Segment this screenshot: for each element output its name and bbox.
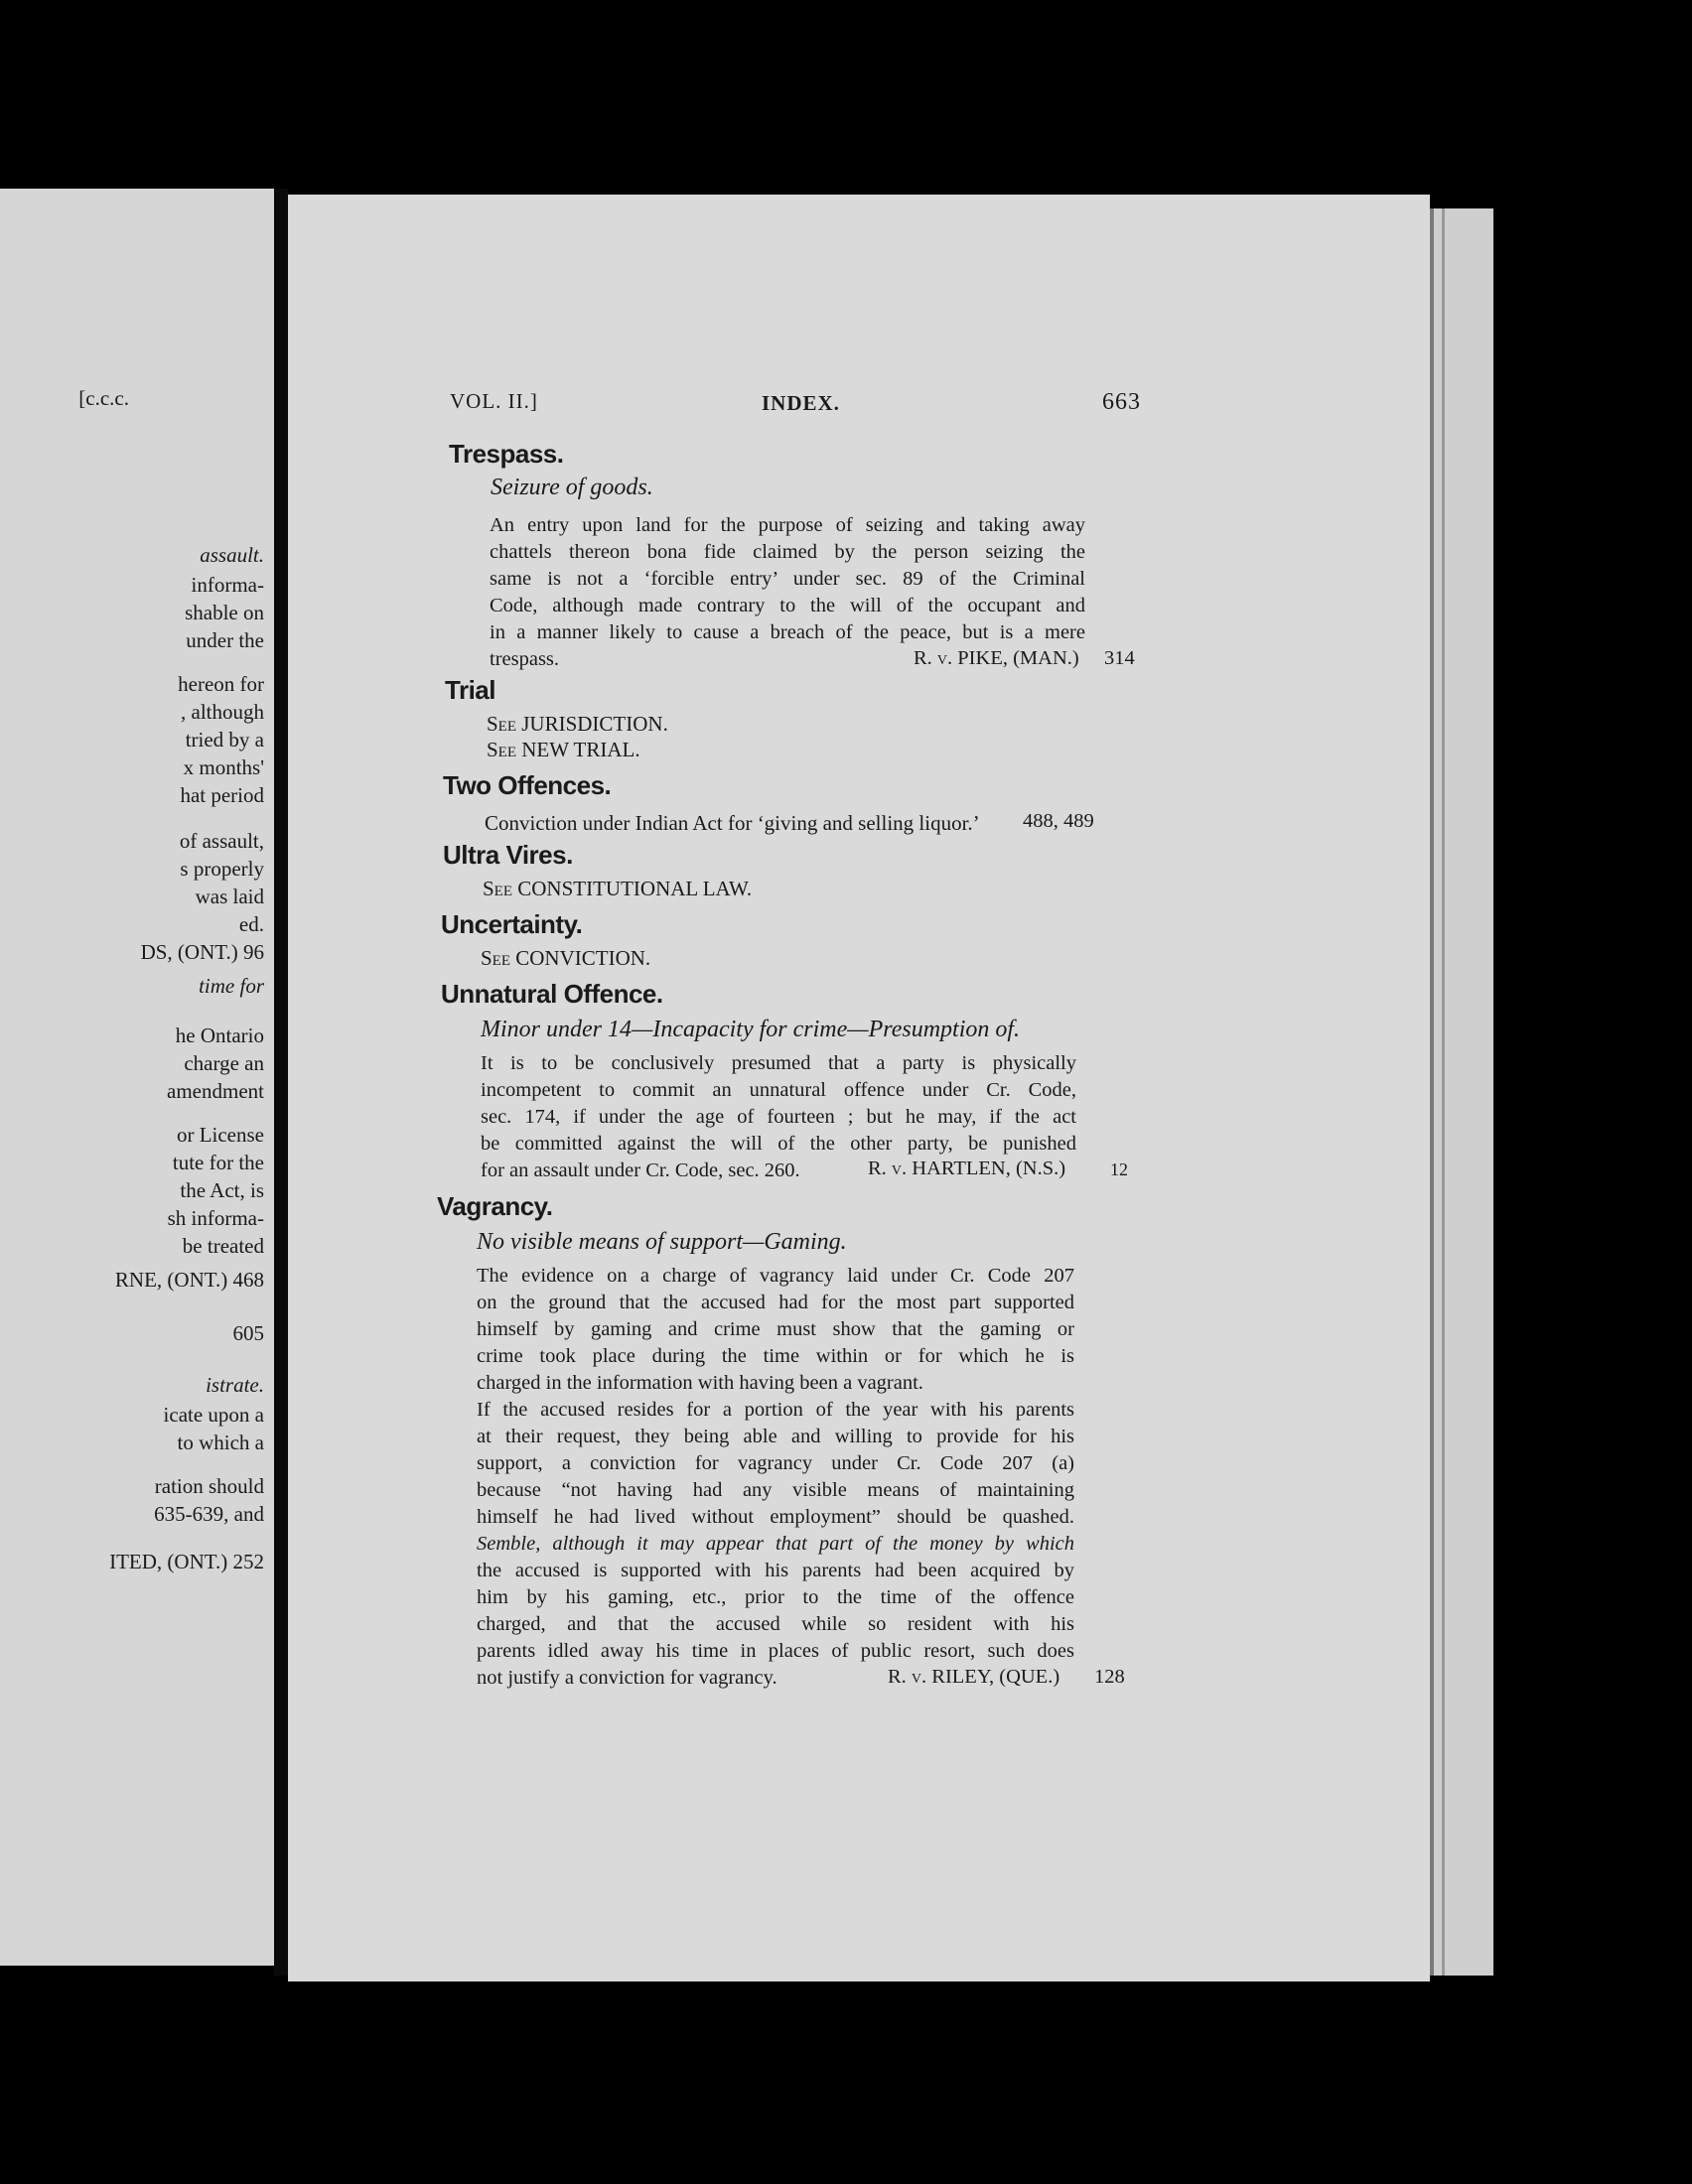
text-line: The evidence on a charge of vagrancy laid under Cr. Code 207 [477, 1265, 1074, 1287]
text-line: himself he had lived without employment” should be quashed. [477, 1506, 1074, 1528]
text-line: not justify a conviction for vagrancy. [477, 1667, 777, 1689]
text-line: It is to be conclusively presumed that a party is physically [481, 1052, 1076, 1074]
citation-hartlen: R. v. HARTLEN, (N.S.) [868, 1158, 1066, 1179]
left-page-line: was laid [195, 885, 264, 908]
left-page-line: assault. [200, 543, 264, 567]
subheading-no-visible-means: No visible means of support—Gaming. [477, 1229, 847, 1255]
left-page-line: be treated [182, 1234, 264, 1258]
vagrancy-text [477, 1263, 1074, 1692]
text-line: charged, and that the accused while so resident with his [477, 1613, 1074, 1635]
volume-header: VOL. II.] [450, 389, 538, 413]
text-line: If the accused resides for a portion of the year with his parents [477, 1399, 1074, 1421]
left-page-line: time for [199, 974, 264, 998]
text-line: sec. 174, if under the age of fourteen ; but he may, if the act [481, 1106, 1076, 1128]
text-line: at their request, they being able and willing to provide for his [477, 1426, 1074, 1447]
left-page-line: shable on [185, 601, 264, 624]
citation-riley: R. v. RILEY, (QUE.) [888, 1666, 1060, 1688]
left-page-line: ration should [154, 1474, 264, 1498]
text-line: Semble, although it may appear that part of the money by which [477, 1533, 1074, 1555]
text-line: because “not having had any visible means of maintaining [477, 1479, 1074, 1501]
citation-page-pike: 314 [1104, 647, 1135, 669]
left-page-line: ed. [238, 912, 264, 936]
left-page-line: to which a [177, 1431, 264, 1454]
left-page-line: , although [181, 700, 264, 724]
see-new-trial: See NEW TRIAL. [487, 738, 640, 761]
citation-page-hartlen: 12 [1110, 1160, 1128, 1179]
text-line: support, a conviction for vagrancy under Cr. Code 207 (a) [477, 1452, 1074, 1474]
left-page-line: hereon for [178, 672, 264, 696]
citation-page-riley: 128 [1094, 1666, 1125, 1688]
subheading-minor-under-14: Minor under 14—Incapacity for crime—Presumption of. [481, 1017, 1021, 1042]
left-page-line: icate upon a [163, 1403, 264, 1427]
entry-heading-ultra-vires: Ultra Vires. [443, 840, 573, 870]
text-line: An entry upon land for the purpose of seizing and taking away [490, 514, 1085, 536]
left-page-header: [c.c.c. [78, 386, 129, 410]
two-offences-text: Conviction under Indian Act for ‘giving and selling liquor.’ [485, 811, 980, 835]
left-page-line: amendment [167, 1079, 264, 1103]
page-title: INDEX. [762, 391, 840, 415]
text-line: same is not a ‘forcible entry’ under sec. 89 of the Criminal [490, 568, 1085, 590]
left-page-line: 605 [232, 1321, 264, 1345]
left-page-line: sh informa- [167, 1206, 264, 1230]
see-jurisdiction: See JURISDICTION. [487, 712, 668, 736]
left-page-line: he Ontario [175, 1024, 264, 1047]
text-line: charged in the information with having been a vagrant. [477, 1372, 923, 1394]
entry-heading-trespass: Trespass. [449, 439, 564, 469]
left-page-line: DS, (ONT.) 96 [140, 940, 264, 964]
left-page-line: charge an [184, 1051, 264, 1075]
left-page-line: RNE, (ONT.) 468 [114, 1268, 264, 1292]
two-offences-pages: 488, 489 [1023, 810, 1094, 832]
left-page-line: informa- [191, 573, 264, 597]
text-line: himself by gaming and crime must show that the gaming or [477, 1318, 1074, 1340]
text-line: him by his gaming, etc., prior to the time of the offence [477, 1586, 1074, 1608]
entry-heading-trial: Trial [445, 675, 495, 705]
text-line: in a manner likely to cause a breach of the peace, but is a mere [490, 621, 1085, 643]
text-line: Code, although made contrary to the will of the occupant and [490, 595, 1085, 616]
left-page-line: tried by a [185, 728, 264, 751]
book-gutter [274, 189, 288, 1976]
entry-heading-two-offences: Two Offences. [443, 770, 612, 800]
page-edge-stripe [1442, 208, 1445, 1976]
left-page-line: ITED, (ONT.) 252 [109, 1550, 264, 1573]
see-constitutional-law: See CONSTITUTIONAL LAW. [483, 877, 753, 900]
text-line: for an assault under Cr. Code, sec. 260. [481, 1160, 800, 1181]
entry-heading-vagrancy: Vagrancy. [437, 1191, 553, 1221]
page-number: 663 [1102, 389, 1141, 415]
entry-heading-unnatural-offence: Unnatural Offence. [441, 979, 663, 1009]
left-page-line: tute for the [172, 1151, 264, 1174]
text-line: crime took place during the time within or for which he is [477, 1345, 1074, 1367]
subheading-seizure-of-goods: Seizure of goods. [491, 475, 653, 500]
left-page-line: istrate. [206, 1373, 264, 1397]
see-conviction: See CONVICTION. [481, 946, 651, 970]
text-line: chattels thereon bona fide claimed by the person seizing the [490, 541, 1085, 563]
left-page-fragment [0, 189, 274, 1966]
left-page-line: of assault, [179, 829, 264, 853]
left-page-line: the Act, is [180, 1178, 264, 1202]
left-page-line: x months' [183, 755, 264, 779]
citation-pike: R. v. PIKE, (MAN.) [914, 647, 1079, 669]
book-page-edges [1430, 208, 1493, 1976]
left-page-line: 635-639, and [154, 1502, 264, 1526]
text-line: parents idled away his time in places of public resort, such does [477, 1640, 1074, 1662]
left-page-line: hat period [180, 783, 264, 807]
text-line: trespass. [490, 648, 560, 670]
left-page-line: under the [186, 628, 264, 652]
index-page [288, 195, 1430, 1981]
left-page-line: or License [176, 1123, 264, 1147]
entry-heading-uncertainty: Uncertainty. [441, 909, 583, 939]
left-page-line: s properly [180, 857, 264, 881]
text-line: be committed against the will of the other party, be punished [481, 1133, 1076, 1155]
text-line: the accused is supported with his parents had been acquired by [477, 1560, 1074, 1581]
text-line: on the ground that the accused had for the most part supported [477, 1292, 1074, 1313]
text-line: incompetent to commit an unnatural offence under Cr. Code, [481, 1079, 1076, 1101]
